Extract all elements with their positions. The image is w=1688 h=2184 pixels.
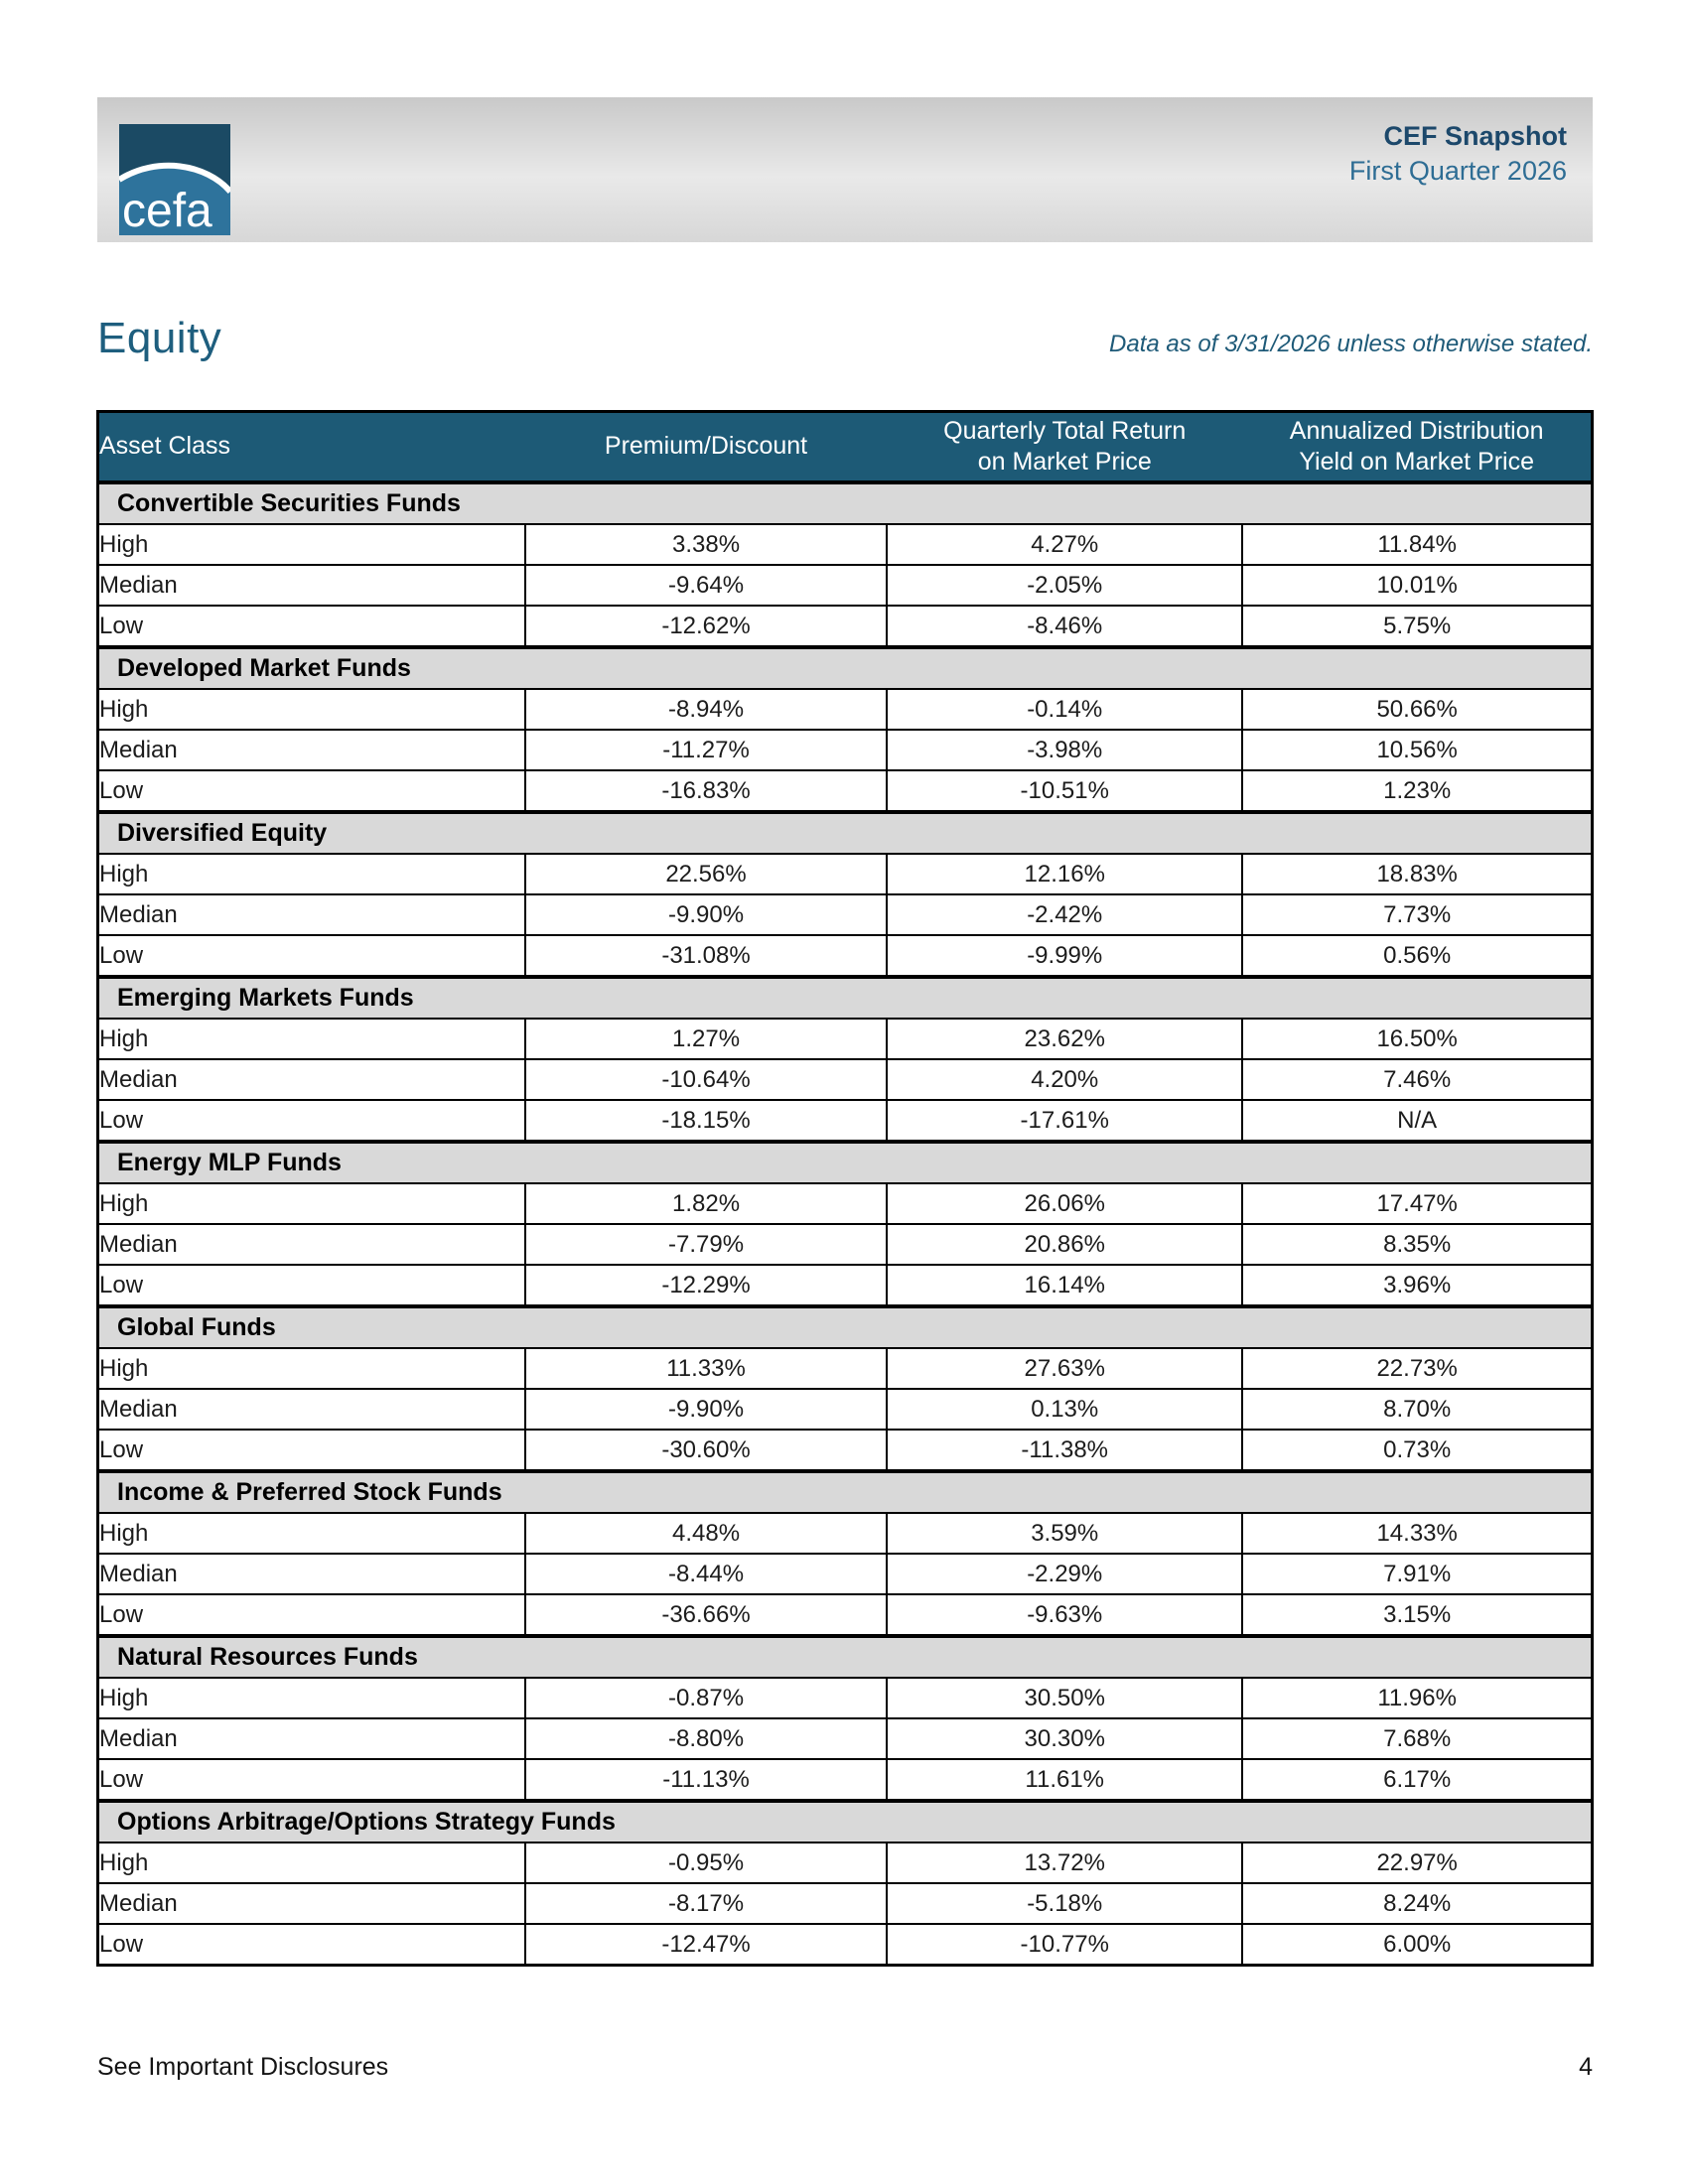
row-label: High [98,689,525,730]
table-row [98,935,1593,977]
section-header-row [98,647,1593,689]
table-row [98,1183,1593,1224]
header-band [97,97,1593,242]
table-row [98,1019,1593,1059]
value-cell: 11.61% [887,1759,1242,1801]
row-label: Low [98,1265,525,1306]
table-row [98,770,1593,812]
section-header-row [98,1801,1593,1843]
value-cell: 0.13% [887,1389,1242,1430]
footer-disclosures: See Important Disclosures [97,2053,389,2081]
section-header-row [98,977,1593,1019]
row-label: Low [98,1430,525,1471]
value-cell: -12.29% [525,1265,887,1306]
row-label: High [98,1678,525,1718]
value-cell: -2.42% [887,894,1242,935]
value-cell: -31.08% [525,935,887,977]
section-header-label: Convertible Securities Funds [98,482,1593,524]
asset-class-table [96,410,1594,1967]
value-cell: 6.17% [1242,1759,1592,1801]
value-cell: 26.06% [887,1183,1242,1224]
value-cell: 30.50% [887,1678,1242,1718]
value-cell: 4.48% [525,1513,887,1554]
value-cell: 8.35% [1242,1224,1592,1265]
row-label: High [98,854,525,894]
value-cell: -10.51% [887,770,1242,812]
value-cell: 10.01% [1242,565,1592,606]
row-label: Low [98,935,525,977]
value-cell: 16.50% [1242,1019,1592,1059]
value-cell: 1.27% [525,1019,887,1059]
value-cell: -3.98% [887,730,1242,770]
value-cell: 30.30% [887,1718,1242,1759]
col-header-quarterly-total-return: Quarterly Total Return on Market Price [887,412,1242,483]
value-cell: 0.56% [1242,935,1592,977]
value-cell: 10.56% [1242,730,1592,770]
value-cell: -8.46% [887,606,1242,647]
section-header-label: Emerging Markets Funds [98,977,1593,1019]
table-row [98,1883,1593,1924]
value-cell: 5.75% [1242,606,1592,647]
value-cell: -2.05% [887,565,1242,606]
table-row [98,1843,1593,1883]
row-label: Median [98,1389,525,1430]
table-row [98,1059,1593,1100]
value-cell: 7.46% [1242,1059,1592,1100]
table-row [98,1678,1593,1718]
section-header-label: Global Funds [98,1306,1593,1348]
report-header-text [1349,119,1567,189]
row-label: Low [98,1924,525,1966]
report-title: CEF Snapshot [1383,121,1567,151]
row-label: Median [98,1718,525,1759]
value-cell: 16.14% [887,1265,1242,1306]
value-cell: 11.33% [525,1348,887,1389]
value-cell: -9.99% [887,935,1242,977]
value-cell: -10.77% [887,1924,1242,1966]
row-label: Median [98,1059,525,1100]
value-cell: 3.38% [525,524,887,565]
value-cell: 50.66% [1242,689,1592,730]
table-row [98,689,1593,730]
value-cell: -8.44% [525,1554,887,1594]
page-footer [97,2053,1593,2082]
table-row [98,730,1593,770]
section-header-label: Options Arbitrage/Options Strategy Funds [98,1801,1593,1843]
section-header-row [98,1636,1593,1678]
value-cell: -9.64% [525,565,887,606]
table-row [98,1348,1593,1389]
table-row [98,1759,1593,1801]
table-row [98,1554,1593,1594]
value-cell: 22.56% [525,854,887,894]
value-cell: -8.94% [525,689,887,730]
value-cell: 27.63% [887,1348,1242,1389]
value-cell: -30.60% [525,1430,887,1471]
row-label: High [98,1183,525,1224]
value-cell: 23.62% [887,1019,1242,1059]
table-row [98,1265,1593,1306]
value-cell: -5.18% [887,1883,1242,1924]
value-cell: -17.61% [887,1100,1242,1142]
value-cell: 7.73% [1242,894,1592,935]
value-cell: 1.23% [1242,770,1592,812]
table-row [98,606,1593,647]
row-label: Low [98,1759,525,1801]
value-cell: 11.96% [1242,1678,1592,1718]
table-row [98,1718,1593,1759]
row-label: Median [98,1554,525,1594]
page-title: Equity [97,314,222,362]
section-header-row [98,812,1593,854]
section-header-row [98,1471,1593,1513]
value-cell: -12.62% [525,606,887,647]
value-cell: 12.16% [887,854,1242,894]
value-cell: -10.64% [525,1059,887,1100]
table-row [98,894,1593,935]
table-row [98,1513,1593,1554]
value-cell: -36.66% [525,1594,887,1636]
value-cell: -0.87% [525,1678,887,1718]
row-label: High [98,1348,525,1389]
value-cell: 7.91% [1242,1554,1592,1594]
row-label: Low [98,1100,525,1142]
data-as-of-note: Data as of 3/31/2026 unless otherwise stated. [1109,331,1593,357]
row-label: Low [98,770,525,812]
row-label: High [98,524,525,565]
table-row [98,1594,1593,1636]
table-row [98,854,1593,894]
value-cell: -8.80% [525,1718,887,1759]
value-cell: -0.95% [525,1843,887,1883]
value-cell: 8.70% [1242,1389,1592,1430]
section-header-label: Energy MLP Funds [98,1142,1593,1183]
value-cell: 14.33% [1242,1513,1592,1554]
table-row [98,1100,1593,1142]
table-row [98,1924,1593,1966]
table-row [98,1389,1593,1430]
row-label: Median [98,1883,525,1924]
value-cell: 3.59% [887,1513,1242,1554]
title-row [97,314,1593,363]
value-cell: -16.83% [525,770,887,812]
table-header-row [98,412,1593,483]
table-row [98,524,1593,565]
value-cell: -11.13% [525,1759,887,1801]
section-header-label: Income & Preferred Stock Funds [98,1471,1593,1513]
value-cell: -12.47% [525,1924,887,1966]
row-label: Low [98,1594,525,1636]
row-label: Median [98,1224,525,1265]
row-label: High [98,1843,525,1883]
value-cell: 11.84% [1242,524,1592,565]
asset-table-body [98,482,1593,1966]
value-cell: 18.83% [1242,854,1592,894]
col-header-asset-class: Asset Class [98,412,525,483]
row-label: High [98,1513,525,1554]
section-header-row [98,1142,1593,1183]
value-cell: -9.90% [525,1389,887,1430]
value-cell: 17.47% [1242,1183,1592,1224]
section-header-row [98,482,1593,524]
value-cell: N/A [1242,1100,1592,1142]
value-cell: 3.15% [1242,1594,1592,1636]
value-cell: 22.73% [1242,1348,1592,1389]
value-cell: 3.96% [1242,1265,1592,1306]
value-cell: 13.72% [887,1843,1242,1883]
cefa-logo-icon [119,124,230,235]
row-label: Median [98,565,525,606]
report-period: First Quarter 2026 [1348,156,1567,187]
value-cell: 22.97% [1242,1843,1592,1883]
table-row [98,1430,1593,1471]
value-cell: -9.90% [525,894,887,935]
cefa-logo [119,124,230,235]
value-cell: 20.86% [887,1224,1242,1265]
table-row [98,1224,1593,1265]
section-header-row [98,1306,1593,1348]
value-cell: -9.63% [887,1594,1242,1636]
logo-text: cefa [122,185,212,235]
value-cell: 7.68% [1242,1718,1592,1759]
value-cell: 1.82% [525,1183,887,1224]
value-cell: -7.79% [525,1224,887,1265]
col-header-premium-discount: Premium/Discount [525,412,887,483]
row-label: Median [98,730,525,770]
value-cell: 4.20% [887,1059,1242,1100]
value-cell: 6.00% [1242,1924,1592,1966]
row-label: High [98,1019,525,1059]
section-header-label: Diversified Equity [98,812,1593,854]
value-cell: -0.14% [887,689,1242,730]
value-cell: -11.27% [525,730,887,770]
row-label: Median [98,894,525,935]
section-header-label: Developed Market Funds [98,647,1593,689]
col-header-annualized-distribution-yield: Annualized Distribution Yield on Market Price [1242,412,1592,483]
value-cell: 4.27% [887,524,1242,565]
value-cell: -18.15% [525,1100,887,1142]
row-label: Low [98,606,525,647]
section-header-label: Natural Resources Funds [98,1636,1593,1678]
value-cell: -8.17% [525,1883,887,1924]
value-cell: 8.24% [1242,1883,1592,1924]
value-cell: -2.29% [887,1554,1242,1594]
value-cell: -11.38% [887,1430,1242,1471]
page-number: 4 [1579,2053,1593,2081]
value-cell: 0.73% [1242,1430,1592,1471]
table-row [98,565,1593,606]
